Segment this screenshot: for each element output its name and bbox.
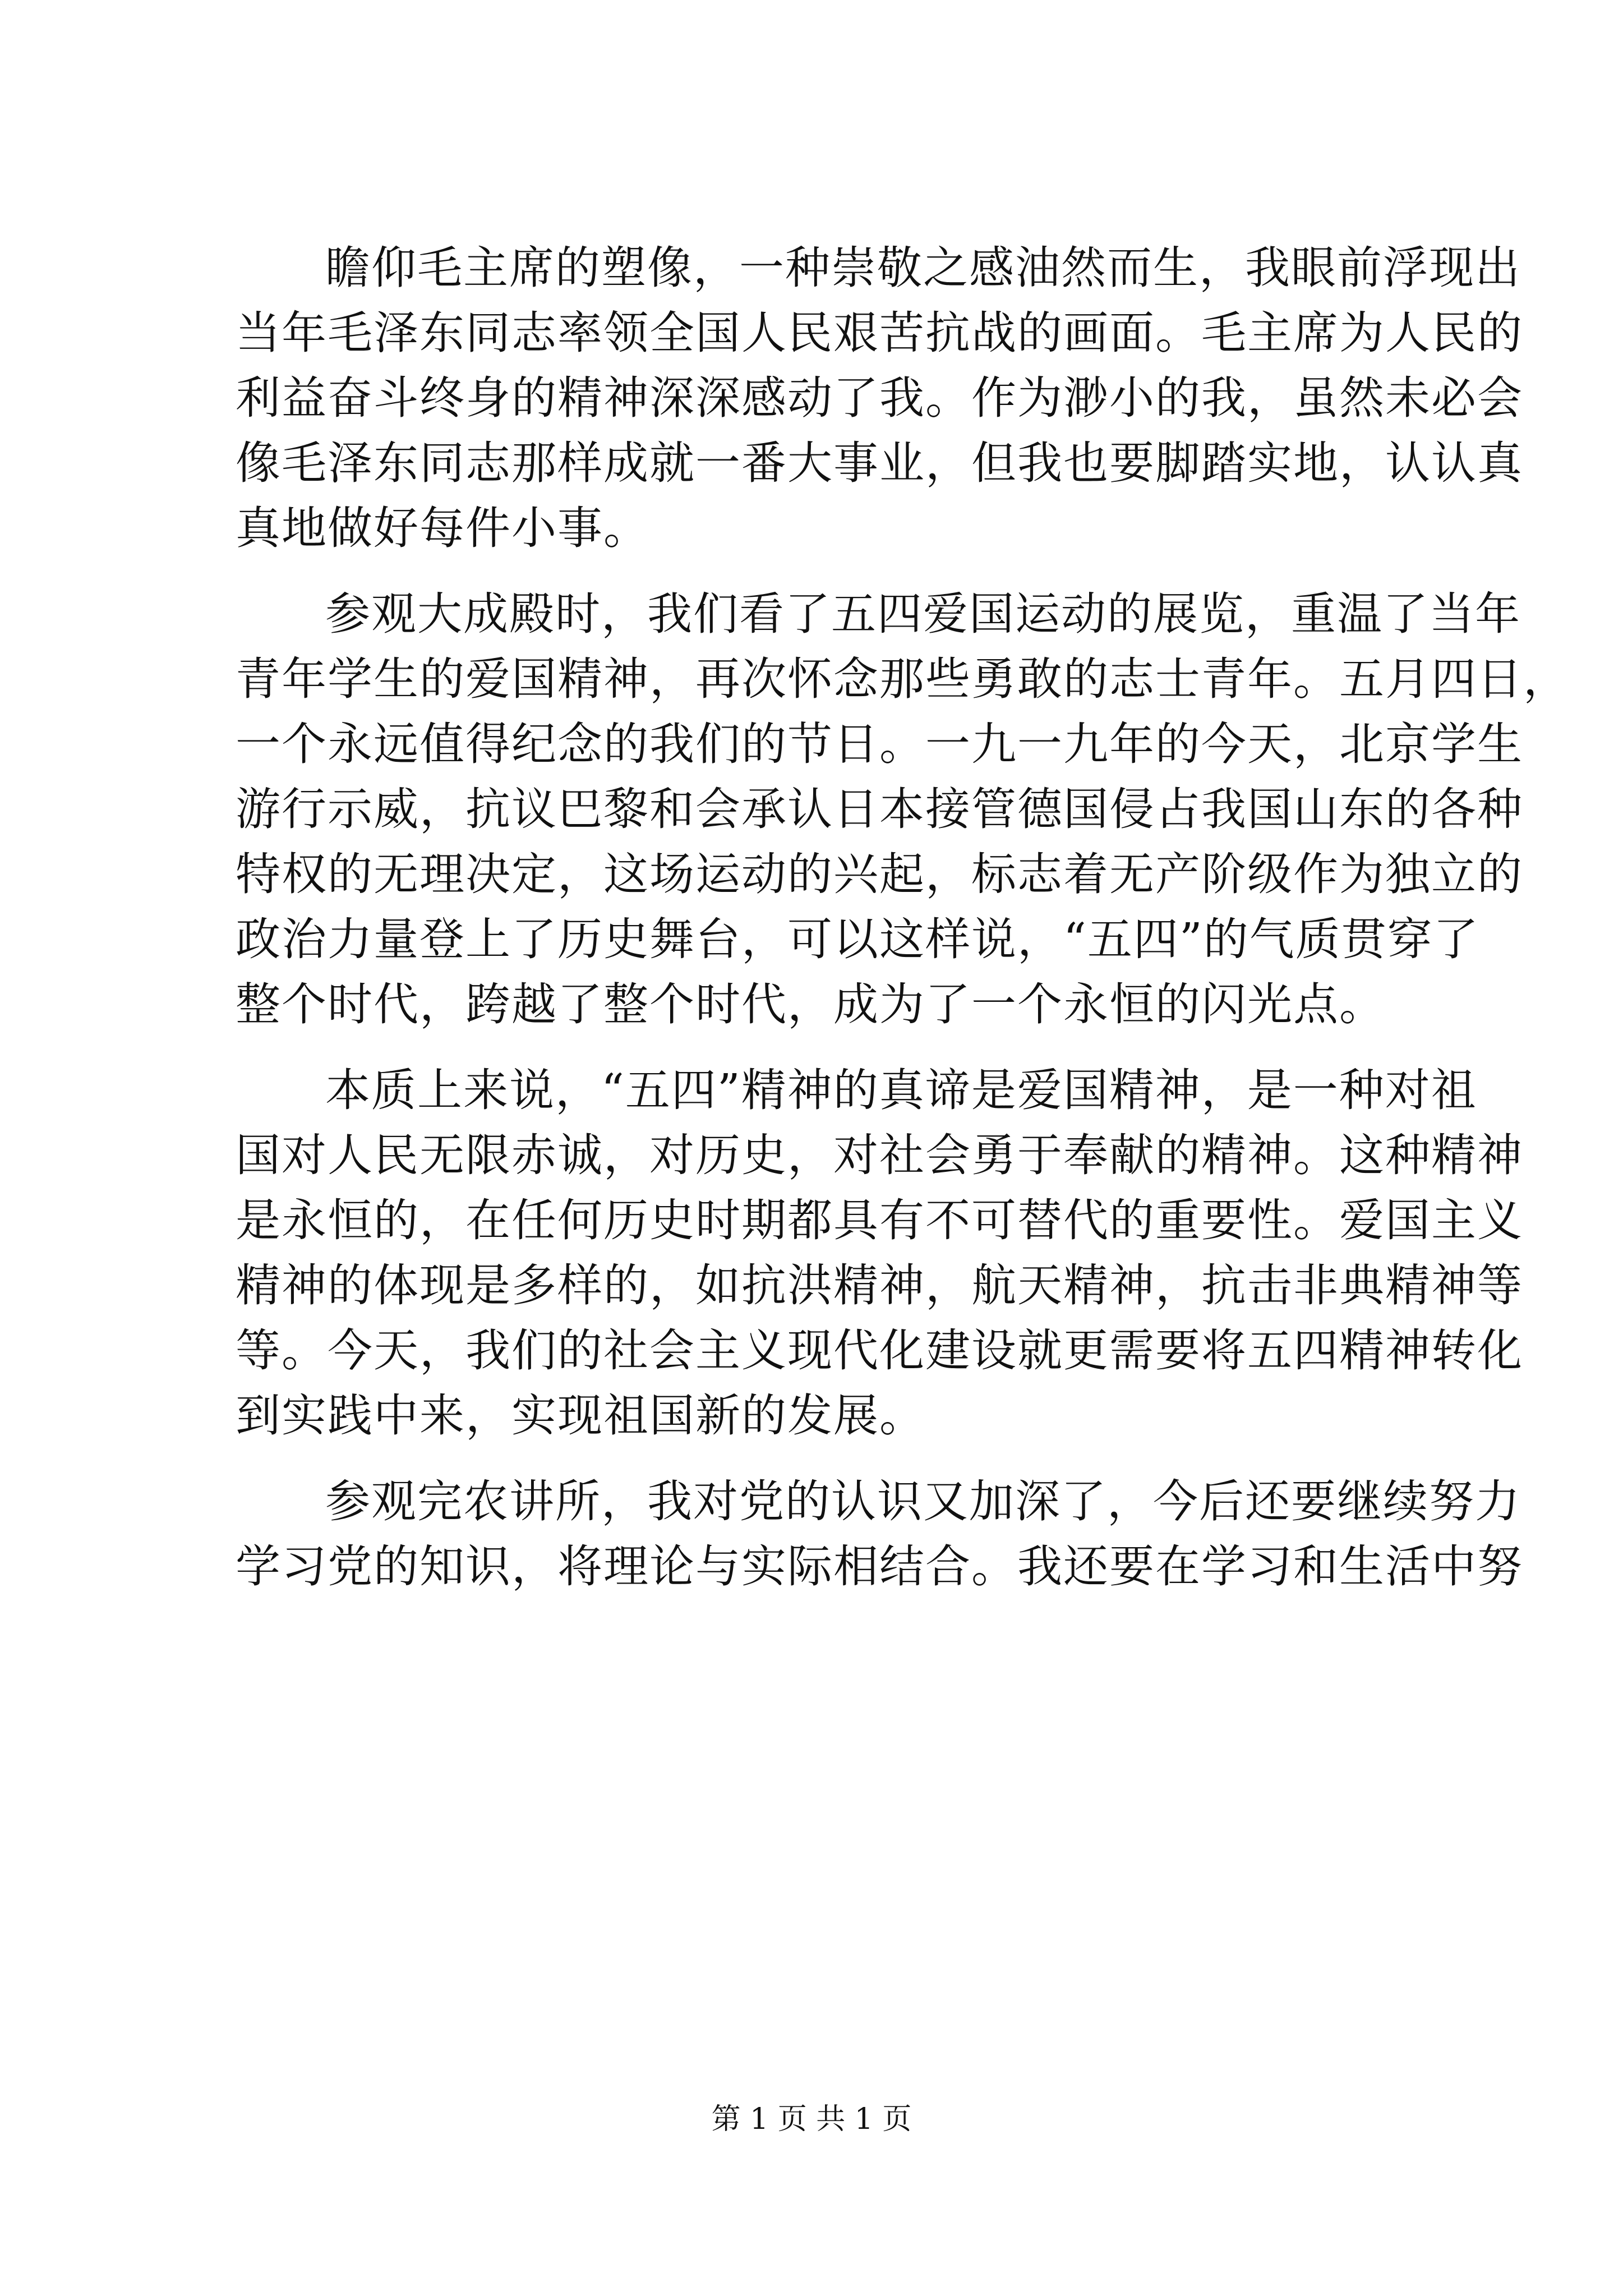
text-line: 到实践中来，实现祖国新的发展。: [236, 1389, 925, 1442]
text-line: 参观大成殿时，我们看了五四爱国运动的展览，重温了当年: [325, 588, 1521, 640]
text-line: 是永恒的，在任何历史时期都具有不可替代的重要性。爱国主义: [236, 1194, 1523, 1246]
text-line: 特权的无理决定，这场运动的兴起，标志着无产阶级作为独立的: [236, 848, 1523, 900]
text-line: 学习党的知识，将理论与实际相结合。我还要在学习和生活中努: [236, 1540, 1523, 1593]
text-line: 青年学生的爱国精神，再次怀念那些勇敢的志士青年。五月四日，: [236, 653, 1569, 705]
text-line: 政治力量登上了历史舞台，可以这样说，“五四”的气质贯穿了: [236, 913, 1479, 965]
text-line: 本质上来说，“五四”精神的真谛是爱国精神，是一种对祖: [325, 1064, 1477, 1116]
text-line: 游行示威，抗议巴黎和会承认日本接管德国侵占我国山东的各种: [236, 783, 1523, 835]
document-body: [236, 236, 1569, 1599]
text-line: 瞻仰毛主席的塑像，一种崇敬之感油然而生，我眼前浮现出: [325, 242, 1521, 294]
text-line: 整个时代，跨越了整个时代，成为了一个永恒的闪光点。: [236, 978, 1385, 1030]
page-footer: 第 1 页 共 1 页: [711, 2102, 912, 2136]
paragraph: [236, 582, 1569, 1037]
paragraph-gap: [236, 561, 1419, 582]
text-line: 等。今天，我们的社会主义现代化建设就更需要将五四精神转化: [236, 1324, 1523, 1377]
text-line: 国对人民无限赤诚，对历史，对社会勇于奉献的精神。这种精神: [236, 1129, 1523, 1181]
text-line: 当年毛泽东同志率领全国人民艰苦抗战的画面。毛主席为人民的: [236, 307, 1523, 359]
paragraph-gap: [236, 1037, 1419, 1058]
text-line: 一个永远值得纪念的我们的节日。一九一九年的今天，北京学生: [236, 718, 1523, 770]
text-line: 真地做好每件小事。: [236, 502, 649, 554]
paragraph: [236, 1058, 1523, 1448]
text-line: 像毛泽东同志那样成就一番大事业，但我也要脚踏实地，认认真: [236, 437, 1523, 489]
paragraph: [236, 236, 1523, 561]
paragraph: [236, 1469, 1523, 1599]
text-line: 参观完农讲所，我对党的认识又加深了，今后还要继续努力: [325, 1475, 1521, 1527]
paragraph-gap: [236, 1448, 1419, 1469]
text-line: 精神的体现是多样的，如抗洪精神，航天精神，抗击非典精神等: [236, 1259, 1523, 1312]
text-line: 利益奋斗终身的精神深深感动了我。作为渺小的我，虽然未必会: [236, 372, 1523, 424]
